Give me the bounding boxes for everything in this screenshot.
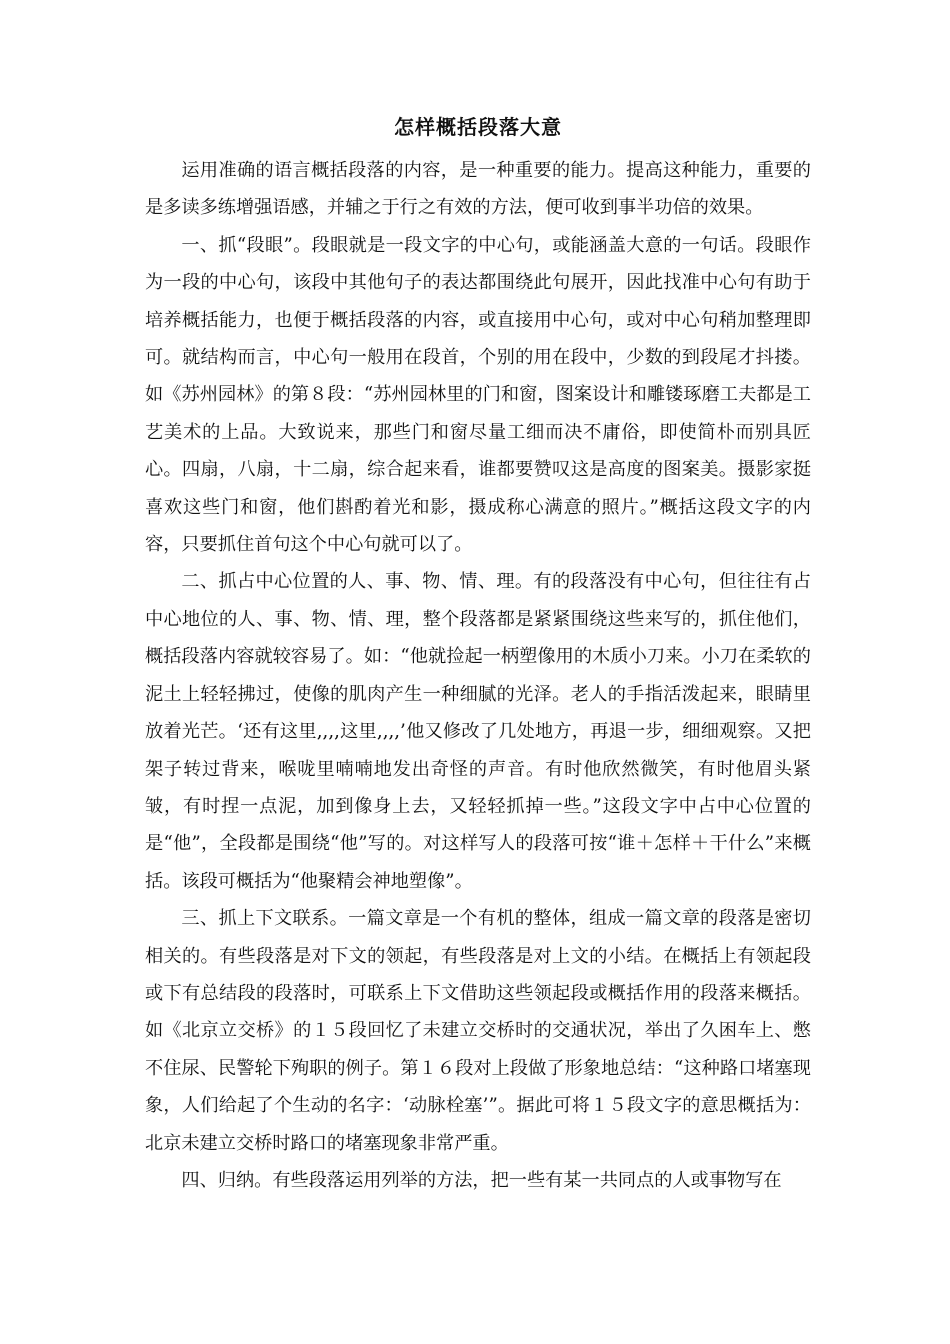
paragraph-section-2: 二、抓占中心位置的人、事、物、情、理。有的段落没有中心句，但往往有占中心地位的人、事、物、情、理，整个段落都是紧紧围绕这些来写的，抓住他们，概括段落内容就较容易了。如：“他就捡起一柄塑像用的木质小刀来。小刀在柔软的泥土上轻轻拂过，使像的肌肉产生一种细腻的光泽。老人的手指活泼起来，眼睛里放着光芒。‘还有这里,,,,这里,,,,’他又修改了几处地方，再退一步，细细观察。又把架子转过背来，喉咙里喃喃地发出奇怪的声音。有时他欣然微笑，有时他眉头紧皱，有时捏一点泥，加到像身上去，又轻轻抓掉一些。”这段文字中占中心位置的是“他”，全段都是围绕“他”写的。对这样写人的段落可按“谁＋怎样＋干什么”来概括。该段可概括为“他聚精会神地塑像”。 (145, 571, 811, 892)
document-page (145, 112, 811, 1199)
paragraph-section-1: 一、抓“段眼”。段眼就是一段文字的中心句，或能涵盖大意的一句话。段眼作为一段的中心句，该段中其他句子的表达都围绕此句展开，因此找准中心句有助于培养概括能力，也便于概括段落的内容，或直接用中心句，或对中心句稍加整理即可。就结构而言，中心句一般用在段首，个别的用在段中，少数的到段尾才抖搂。如《苏州园林》的第８段：“苏州园林里的门和窗，图案设计和雕镂琢磨工夫都是工艺美术的上品。大致说来，那些门和窗尽量工细而决不庸俗，即使简朴而别具匠心。四扇，八扇，十二扇，综合起来看，谁都要赞叹这是高度的图案美。摄影家挺喜欢这些门和窗，他们斟酌着光和影，摄成称心满意的照片。”概括这段文字的内容，只要抓住首句这个中心句就可以了。 (145, 234, 811, 556)
paragraph-section-3: 三、抓上下文联系。一篇文章是一个有机的整体，组成一篇文章的段落是密切相关的。有些段落是对下文的领起，有些段落是对上文的小结。在概括上有领起段或下有总结段的段落时，可联系上下文借助这些领起段或概括作用的段落来概括。如《北京立交桥》的１５段回忆了未建立交桥时的交通状况，举出了久困车上、憋不住尿、民警轮下殉职的例子。第１６段对上段做了形象地总结：“这种路口堵塞现象，人们给起了个生动的名字：‘动脉栓塞’”。据此可将１５段文字的意思概括为：北京未建立交桥时路口的堵塞现象非常严重。 (145, 908, 811, 1154)
paragraph-section-4: 四、归纳。有些段落运用列举的方法，把一些有某一共同点的人或事物写在 (181, 1169, 782, 1191)
document-title: 怎样概括段落大意 (394, 115, 562, 139)
paragraph-intro: 运用准确的语言概括段落的内容，是一种重要的能力。提高这种能力，重要的是多读多练增强语感，并辅之于行之有效的方法，便可收到事半功倍的效果。 (145, 160, 811, 219)
